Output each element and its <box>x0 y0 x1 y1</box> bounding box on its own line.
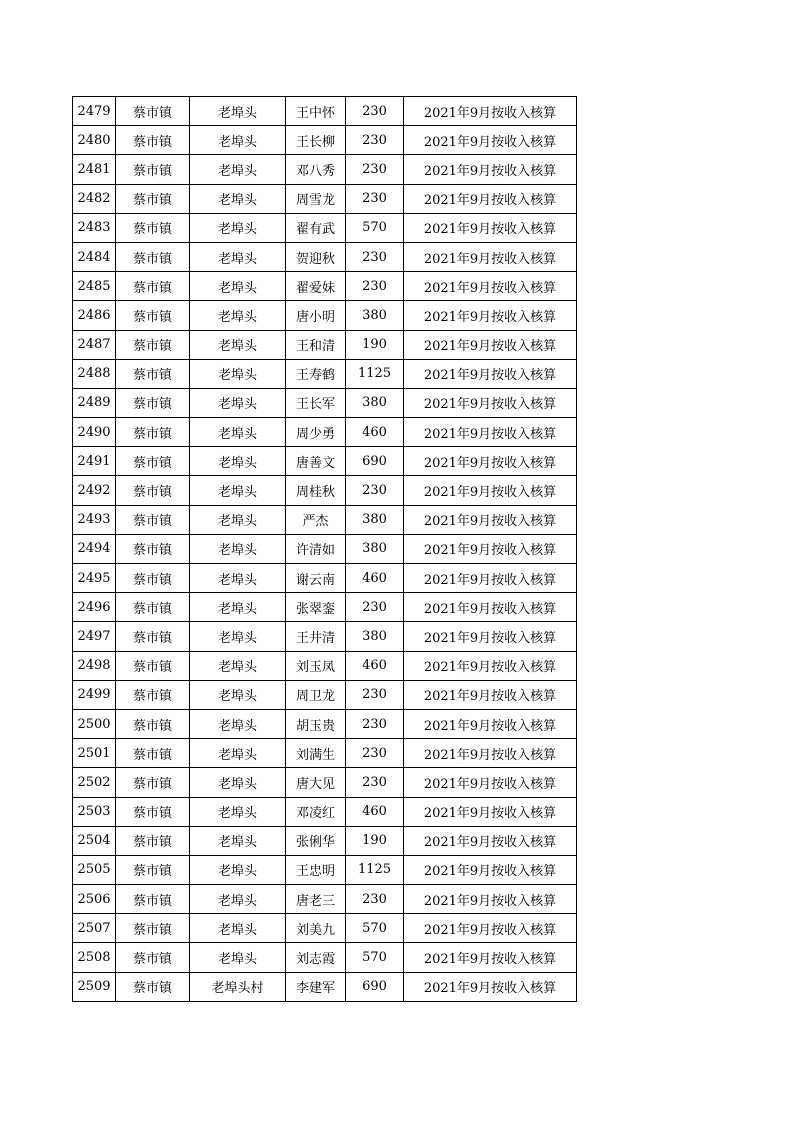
cell-town: 蔡市镇 <box>116 418 190 447</box>
table-row <box>73 534 577 563</box>
table-row <box>73 184 577 213</box>
table-row <box>73 359 577 388</box>
cell-id: 2482 <box>73 184 116 213</box>
cell-amount: 380 <box>346 388 404 417</box>
table-row <box>73 213 577 242</box>
cell-id: 2483 <box>73 213 116 242</box>
cell-note: 2021年9月按收入核算 <box>404 593 577 622</box>
cell-amount: 380 <box>346 505 404 534</box>
cell-id: 2496 <box>73 593 116 622</box>
cell-amount: 230 <box>346 885 404 914</box>
cell-town: 蔡市镇 <box>116 797 190 826</box>
table-row <box>73 855 577 884</box>
cell-note: 2021年9月按收入核算 <box>404 680 577 709</box>
cell-village: 老埠头 <box>190 768 286 797</box>
cell-note: 2021年9月按收入核算 <box>404 476 577 505</box>
cell-amount: 230 <box>346 476 404 505</box>
cell-amount: 460 <box>346 564 404 593</box>
cell-town: 蔡市镇 <box>116 593 190 622</box>
cell-village: 老埠头 <box>190 301 286 330</box>
cell-name: 严杰 <box>286 505 346 534</box>
cell-id: 2499 <box>73 680 116 709</box>
table-row <box>73 505 577 534</box>
cell-amount: 460 <box>346 418 404 447</box>
cell-id: 2486 <box>73 301 116 330</box>
table-row <box>73 797 577 826</box>
table-row <box>73 943 577 972</box>
table-row <box>73 651 577 680</box>
cell-village: 老埠头 <box>190 418 286 447</box>
table-row <box>73 272 577 301</box>
cell-note: 2021年9月按收入核算 <box>404 359 577 388</box>
cell-amount: 230 <box>346 126 404 155</box>
table-row <box>73 914 577 943</box>
table-row <box>73 680 577 709</box>
table-row <box>73 564 577 593</box>
cell-village: 老埠头 <box>190 534 286 563</box>
table-row <box>73 768 577 797</box>
cell-note: 2021年9月按收入核算 <box>404 564 577 593</box>
cell-id: 2498 <box>73 651 116 680</box>
cell-amount: 570 <box>346 914 404 943</box>
cell-name: 唐大见 <box>286 768 346 797</box>
cell-note: 2021年9月按收入核算 <box>404 213 577 242</box>
cell-note: 2021年9月按收入核算 <box>404 914 577 943</box>
cell-amount: 570 <box>346 943 404 972</box>
cell-village: 老埠头 <box>190 593 286 622</box>
table-row <box>73 447 577 476</box>
cell-name: 刘志霞 <box>286 943 346 972</box>
cell-town: 蔡市镇 <box>116 680 190 709</box>
cell-id: 2506 <box>73 885 116 914</box>
cell-name: 谢云南 <box>286 564 346 593</box>
cell-name: 翟有武 <box>286 213 346 242</box>
table-row <box>73 739 577 768</box>
cell-id: 2494 <box>73 534 116 563</box>
cell-note: 2021年9月按收入核算 <box>404 622 577 651</box>
cell-id: 2507 <box>73 914 116 943</box>
cell-town: 蔡市镇 <box>116 359 190 388</box>
cell-village: 老埠头 <box>190 155 286 184</box>
cell-note: 2021年9月按收入核算 <box>404 97 577 126</box>
cell-village: 老埠头 <box>190 651 286 680</box>
cell-town: 蔡市镇 <box>116 855 190 884</box>
cell-id: 2500 <box>73 709 116 738</box>
cell-name: 王中怀 <box>286 97 346 126</box>
cell-name: 张翠銮 <box>286 593 346 622</box>
cell-town: 蔡市镇 <box>116 213 190 242</box>
cell-id: 2490 <box>73 418 116 447</box>
table-row <box>73 622 577 651</box>
cell-village: 老埠头 <box>190 826 286 855</box>
cell-town: 蔡市镇 <box>116 709 190 738</box>
cell-id: 2501 <box>73 739 116 768</box>
cell-id: 2480 <box>73 126 116 155</box>
cell-name: 周桂秋 <box>286 476 346 505</box>
table-row <box>73 97 577 126</box>
cell-amount: 460 <box>346 651 404 680</box>
cell-id: 2508 <box>73 943 116 972</box>
cell-id: 2485 <box>73 272 116 301</box>
cell-name: 李建军 <box>286 972 346 1001</box>
cell-town: 蔡市镇 <box>116 739 190 768</box>
cell-amount: 380 <box>346 534 404 563</box>
cell-town: 蔡市镇 <box>116 272 190 301</box>
cell-amount: 230 <box>346 709 404 738</box>
cell-name: 邓凌红 <box>286 797 346 826</box>
cell-town: 蔡市镇 <box>116 914 190 943</box>
table-row <box>73 155 577 184</box>
cell-note: 2021年9月按收入核算 <box>404 155 577 184</box>
cell-id: 2484 <box>73 242 116 271</box>
cell-village: 老埠头 <box>190 476 286 505</box>
cell-amount: 190 <box>346 826 404 855</box>
cell-note: 2021年9月按收入核算 <box>404 651 577 680</box>
cell-town: 蔡市镇 <box>116 885 190 914</box>
cell-village: 老埠头 <box>190 97 286 126</box>
cell-village: 老埠头村 <box>190 972 286 1001</box>
cell-town: 蔡市镇 <box>116 126 190 155</box>
cell-town: 蔡市镇 <box>116 622 190 651</box>
cell-town: 蔡市镇 <box>116 972 190 1001</box>
cell-village: 老埠头 <box>190 709 286 738</box>
cell-id: 2509 <box>73 972 116 1001</box>
cell-id: 2497 <box>73 622 116 651</box>
cell-id: 2493 <box>73 505 116 534</box>
cell-village: 老埠头 <box>190 359 286 388</box>
cell-amount: 380 <box>346 301 404 330</box>
table-row <box>73 330 577 359</box>
table-row <box>73 126 577 155</box>
cell-note: 2021年9月按收入核算 <box>404 709 577 738</box>
data-table <box>72 96 577 1002</box>
cell-note: 2021年9月按收入核算 <box>404 330 577 359</box>
cell-village: 老埠头 <box>190 242 286 271</box>
cell-name: 王寿鹤 <box>286 359 346 388</box>
cell-id: 2503 <box>73 797 116 826</box>
cell-id: 2488 <box>73 359 116 388</box>
cell-note: 2021年9月按收入核算 <box>404 972 577 1001</box>
table-row <box>73 476 577 505</box>
cell-name: 周雪龙 <box>286 184 346 213</box>
cell-id: 2491 <box>73 447 116 476</box>
cell-name: 王井清 <box>286 622 346 651</box>
cell-name: 刘玉凤 <box>286 651 346 680</box>
cell-id: 2487 <box>73 330 116 359</box>
cell-village: 老埠头 <box>190 272 286 301</box>
table-row <box>73 388 577 417</box>
cell-town: 蔡市镇 <box>116 564 190 593</box>
cell-village: 老埠头 <box>190 622 286 651</box>
cell-amount: 190 <box>346 330 404 359</box>
cell-note: 2021年9月按收入核算 <box>404 447 577 476</box>
cell-amount: 380 <box>346 622 404 651</box>
cell-name: 邓八秀 <box>286 155 346 184</box>
cell-name: 张俐华 <box>286 826 346 855</box>
cell-village: 老埠头 <box>190 564 286 593</box>
cell-id: 2479 <box>73 97 116 126</box>
cell-town: 蔡市镇 <box>116 155 190 184</box>
cell-id: 2492 <box>73 476 116 505</box>
cell-amount: 460 <box>346 797 404 826</box>
table-row <box>73 972 577 1001</box>
cell-note: 2021年9月按收入核算 <box>404 768 577 797</box>
cell-town: 蔡市镇 <box>116 476 190 505</box>
cell-id: 2502 <box>73 768 116 797</box>
cell-village: 老埠头 <box>190 797 286 826</box>
cell-village: 老埠头 <box>190 739 286 768</box>
cell-note: 2021年9月按收入核算 <box>404 885 577 914</box>
table-row <box>73 593 577 622</box>
cell-amount: 1125 <box>346 359 404 388</box>
cell-amount: 570 <box>346 213 404 242</box>
cell-amount: 230 <box>346 184 404 213</box>
cell-note: 2021年9月按收入核算 <box>404 126 577 155</box>
cell-note: 2021年9月按收入核算 <box>404 505 577 534</box>
cell-id: 2504 <box>73 826 116 855</box>
cell-name: 王和清 <box>286 330 346 359</box>
cell-town: 蔡市镇 <box>116 505 190 534</box>
cell-amount: 690 <box>346 972 404 1001</box>
cell-note: 2021年9月按收入核算 <box>404 826 577 855</box>
cell-amount: 690 <box>346 447 404 476</box>
cell-village: 老埠头 <box>190 680 286 709</box>
cell-amount: 230 <box>346 768 404 797</box>
cell-amount: 230 <box>346 155 404 184</box>
cell-name: 翟爱妹 <box>286 272 346 301</box>
cell-id: 2505 <box>73 855 116 884</box>
cell-town: 蔡市镇 <box>116 447 190 476</box>
cell-village: 老埠头 <box>190 330 286 359</box>
cell-amount: 230 <box>346 739 404 768</box>
cell-village: 老埠头 <box>190 126 286 155</box>
cell-name: 王长柳 <box>286 126 346 155</box>
cell-town: 蔡市镇 <box>116 826 190 855</box>
cell-town: 蔡市镇 <box>116 651 190 680</box>
cell-town: 蔡市镇 <box>116 242 190 271</box>
cell-village: 老埠头 <box>190 447 286 476</box>
table-row <box>73 885 577 914</box>
cell-village: 老埠头 <box>190 505 286 534</box>
cell-name: 唐善文 <box>286 447 346 476</box>
cell-id: 2481 <box>73 155 116 184</box>
cell-village: 老埠头 <box>190 914 286 943</box>
cell-village: 老埠头 <box>190 388 286 417</box>
cell-name: 刘美九 <box>286 914 346 943</box>
cell-town: 蔡市镇 <box>116 943 190 972</box>
cell-amount: 230 <box>346 593 404 622</box>
cell-name: 唐小明 <box>286 301 346 330</box>
cell-town: 蔡市镇 <box>116 534 190 563</box>
table-row <box>73 709 577 738</box>
cell-name: 周卫龙 <box>286 680 346 709</box>
cell-id: 2489 <box>73 388 116 417</box>
cell-town: 蔡市镇 <box>116 330 190 359</box>
cell-note: 2021年9月按收入核算 <box>404 301 577 330</box>
cell-name: 刘满生 <box>286 739 346 768</box>
cell-note: 2021年9月按收入核算 <box>404 797 577 826</box>
cell-note: 2021年9月按收入核算 <box>404 184 577 213</box>
cell-note: 2021年9月按收入核算 <box>404 855 577 884</box>
cell-name: 王忠明 <box>286 855 346 884</box>
table-body <box>73 97 577 1002</box>
cell-name: 王长军 <box>286 388 346 417</box>
cell-name: 贺迎秋 <box>286 242 346 271</box>
cell-town: 蔡市镇 <box>116 768 190 797</box>
table-row <box>73 418 577 447</box>
cell-amount: 1125 <box>346 855 404 884</box>
cell-name: 许清如 <box>286 534 346 563</box>
cell-name: 胡玉贵 <box>286 709 346 738</box>
cell-amount: 230 <box>346 680 404 709</box>
cell-town: 蔡市镇 <box>116 301 190 330</box>
table-row <box>73 242 577 271</box>
cell-name: 周少勇 <box>286 418 346 447</box>
cell-amount: 230 <box>346 272 404 301</box>
cell-note: 2021年9月按收入核算 <box>404 272 577 301</box>
cell-town: 蔡市镇 <box>116 184 190 213</box>
cell-note: 2021年9月按收入核算 <box>404 242 577 271</box>
cell-id: 2495 <box>73 564 116 593</box>
cell-note: 2021年9月按收入核算 <box>404 943 577 972</box>
cell-village: 老埠头 <box>190 213 286 242</box>
cell-amount: 230 <box>346 242 404 271</box>
cell-name: 唐老三 <box>286 885 346 914</box>
cell-note: 2021年9月按收入核算 <box>404 739 577 768</box>
cell-village: 老埠头 <box>190 184 286 213</box>
table-row <box>73 826 577 855</box>
cell-note: 2021年9月按收入核算 <box>404 388 577 417</box>
cell-village: 老埠头 <box>190 855 286 884</box>
table-row <box>73 301 577 330</box>
cell-amount: 230 <box>346 97 404 126</box>
cell-village: 老埠头 <box>190 943 286 972</box>
cell-note: 2021年9月按收入核算 <box>404 534 577 563</box>
cell-village: 老埠头 <box>190 885 286 914</box>
cell-note: 2021年9月按收入核算 <box>404 418 577 447</box>
cell-town: 蔡市镇 <box>116 97 190 126</box>
cell-town: 蔡市镇 <box>116 388 190 417</box>
